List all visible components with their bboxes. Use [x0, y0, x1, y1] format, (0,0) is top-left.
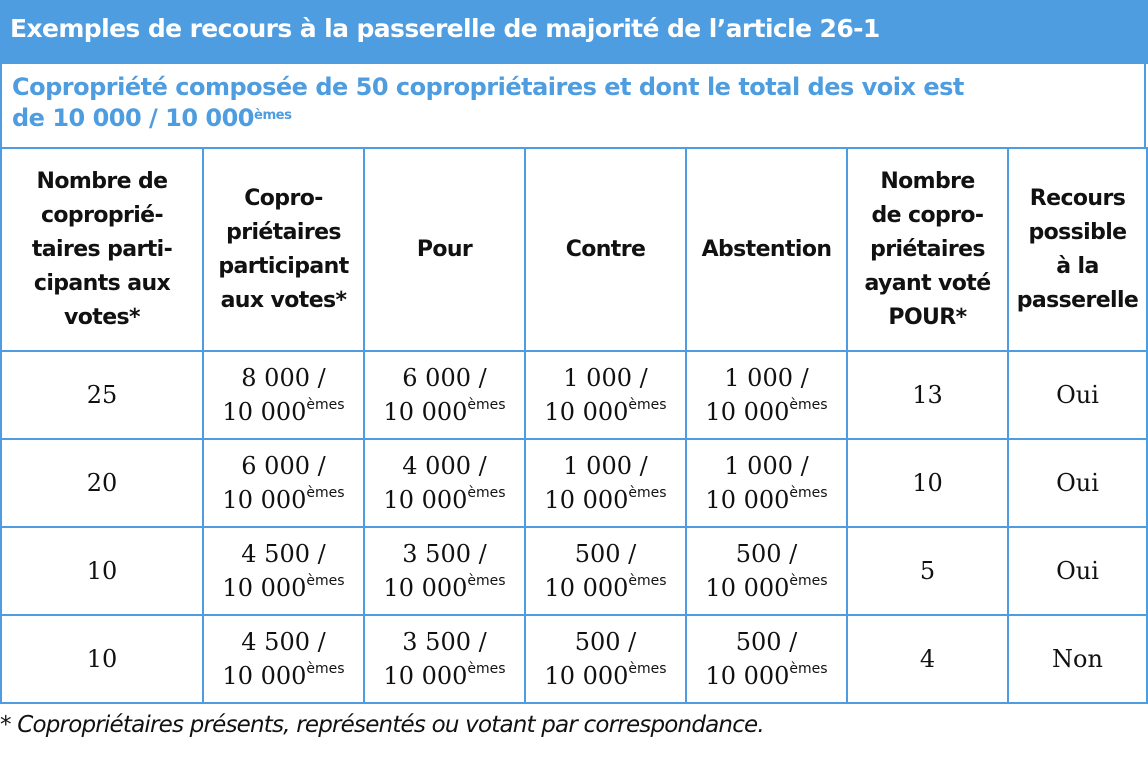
fraction-numerator: 500 / [735, 628, 798, 656]
cell-pour [364, 527, 525, 615]
header-line: passerelle [1016, 287, 1139, 313]
cell-voix [203, 351, 364, 439]
cell-abstention [686, 527, 847, 615]
fraction-numerator: 4 000 / [402, 452, 487, 480]
header-line: priétaires [870, 236, 985, 262]
page-title: Exemples de recours à la passerelle de majorité de l’article 26-1 [0, 0, 1148, 64]
fraction-denominator: 10 000 [705, 398, 790, 426]
fraction-superscript: èmes [789, 573, 828, 589]
cell-voix [203, 615, 364, 703]
table-row [1, 351, 1147, 439]
fraction-denominator: 10 000 [544, 398, 629, 426]
fraction-denominator: 10 000 [705, 662, 790, 690]
fraction-numerator: 1 000 / [724, 452, 809, 480]
votes-table [0, 147, 1148, 704]
table-row [1, 615, 1147, 703]
cell-pour [364, 351, 525, 439]
fraction-denominator: 10 000 [705, 574, 790, 602]
cell-recours: Non [1008, 615, 1147, 703]
subtitle-superscript: èmes [254, 108, 292, 124]
header-line: Contre [565, 236, 646, 262]
cell-abstention [686, 351, 847, 439]
header-line: Abstention [701, 236, 832, 262]
fraction-superscript: èmes [628, 485, 667, 501]
cell-contre [525, 527, 686, 615]
cell-nb-pour: 13 [847, 351, 1008, 439]
header-line: Nombre de [36, 168, 168, 194]
header-voix-participants [203, 148, 364, 351]
cell-pour [364, 439, 525, 527]
fraction-superscript: èmes [306, 661, 345, 677]
header-pour [364, 148, 525, 351]
fraction-superscript: èmes [306, 485, 345, 501]
fraction-denominator: 10 000 [544, 574, 629, 602]
fraction-denominator: 10 000 [544, 486, 629, 514]
fraction-denominator: 10 000 [383, 398, 468, 426]
header-abstention [686, 148, 847, 351]
header-recours [1008, 148, 1147, 351]
table-row [1, 527, 1147, 615]
cell-recours: Oui [1008, 351, 1147, 439]
header-line: Recours [1029, 185, 1126, 211]
subtitle-line-2: de 10 000 / 10 000 [12, 104, 254, 132]
fraction-numerator: 500 / [574, 540, 637, 568]
fraction-numerator: 6 000 / [402, 364, 487, 392]
cell-contre [525, 615, 686, 703]
subtitle-line-1: Copropriété composée de 50 copropriétaires et dont le total des voix est [12, 73, 964, 101]
header-line: à la [1056, 253, 1099, 279]
fraction-denominator: 10 000 [222, 574, 307, 602]
cell-contre [525, 351, 686, 439]
header-line: possible [1028, 219, 1127, 245]
fraction-denominator: 10 000 [544, 662, 629, 690]
cell-contre [525, 439, 686, 527]
fraction-numerator: 4 500 / [241, 540, 326, 568]
fraction-numerator: 6 000 / [241, 452, 326, 480]
fraction-denominator: 10 000 [222, 398, 307, 426]
fraction-numerator: 1 000 / [563, 452, 648, 480]
fraction-superscript: èmes [628, 661, 667, 677]
header-row [1, 148, 1147, 351]
header-participants [1, 148, 203, 351]
cell-participants: 10 [1, 527, 203, 615]
header-line: Pour [416, 236, 473, 262]
fraction-denominator: 10 000 [383, 486, 468, 514]
table-body [1, 351, 1147, 703]
cell-nb-pour: 5 [847, 527, 1008, 615]
header-line: cipants aux [33, 270, 171, 296]
fraction-numerator: 3 500 / [402, 540, 487, 568]
fraction-denominator: 10 000 [383, 574, 468, 602]
fraction-numerator: 8 000 / [241, 364, 326, 392]
cell-recours: Oui [1008, 527, 1147, 615]
fraction-superscript: èmes [467, 573, 506, 589]
fraction-superscript: èmes [467, 397, 506, 413]
header-nb-pour [847, 148, 1008, 351]
header-line: POUR* [888, 304, 967, 330]
cell-abstention [686, 615, 847, 703]
fraction-superscript: èmes [628, 573, 667, 589]
cell-recours: Oui [1008, 439, 1147, 527]
fraction-denominator: 10 000 [222, 662, 307, 690]
header-line: de copro- [871, 202, 984, 228]
cell-nb-pour: 4 [847, 615, 1008, 703]
fraction-superscript: èmes [789, 485, 828, 501]
header-line: Copro- [244, 185, 323, 211]
fraction-denominator: 10 000 [705, 486, 790, 514]
cell-voix [203, 527, 364, 615]
fraction-superscript: èmes [306, 573, 345, 589]
cell-voix [203, 439, 364, 527]
cell-pour [364, 615, 525, 703]
header-line: aux votes* [220, 287, 347, 313]
fraction-numerator: 500 / [574, 628, 637, 656]
fraction-superscript: èmes [467, 485, 506, 501]
fraction-superscript: èmes [467, 661, 506, 677]
header-line: taires parti- [31, 236, 173, 262]
cell-participants: 10 [1, 615, 203, 703]
cell-participants: 20 [1, 439, 203, 527]
fraction-denominator: 10 000 [222, 486, 307, 514]
fraction-superscript: èmes [306, 397, 345, 413]
header-line: votes* [64, 304, 140, 330]
cell-participants: 25 [1, 351, 203, 439]
header-line: ayant voté [864, 270, 991, 296]
fraction-superscript: èmes [628, 397, 667, 413]
fraction-numerator: 3 500 / [402, 628, 487, 656]
fraction-numerator: 1 000 / [563, 364, 648, 392]
header-line: Nombre [880, 168, 975, 194]
fraction-numerator: 500 / [735, 540, 798, 568]
fraction-superscript: èmes [789, 397, 828, 413]
footnote: * Copropriétaires présents, représentés ou votant par correspondance. [0, 712, 764, 738]
header-contre [525, 148, 686, 351]
table-row [1, 439, 1147, 527]
cell-nb-pour: 10 [847, 439, 1008, 527]
cell-abstention [686, 439, 847, 527]
fraction-numerator: 4 500 / [241, 628, 326, 656]
fraction-denominator: 10 000 [383, 662, 468, 690]
header-line: coproprié- [40, 202, 164, 228]
header-line: participant [218, 253, 349, 279]
fraction-superscript: èmes [789, 661, 828, 677]
table-subtitle [0, 64, 1146, 147]
fraction-numerator: 1 000 / [724, 364, 809, 392]
header-line: priétaires [226, 219, 341, 245]
